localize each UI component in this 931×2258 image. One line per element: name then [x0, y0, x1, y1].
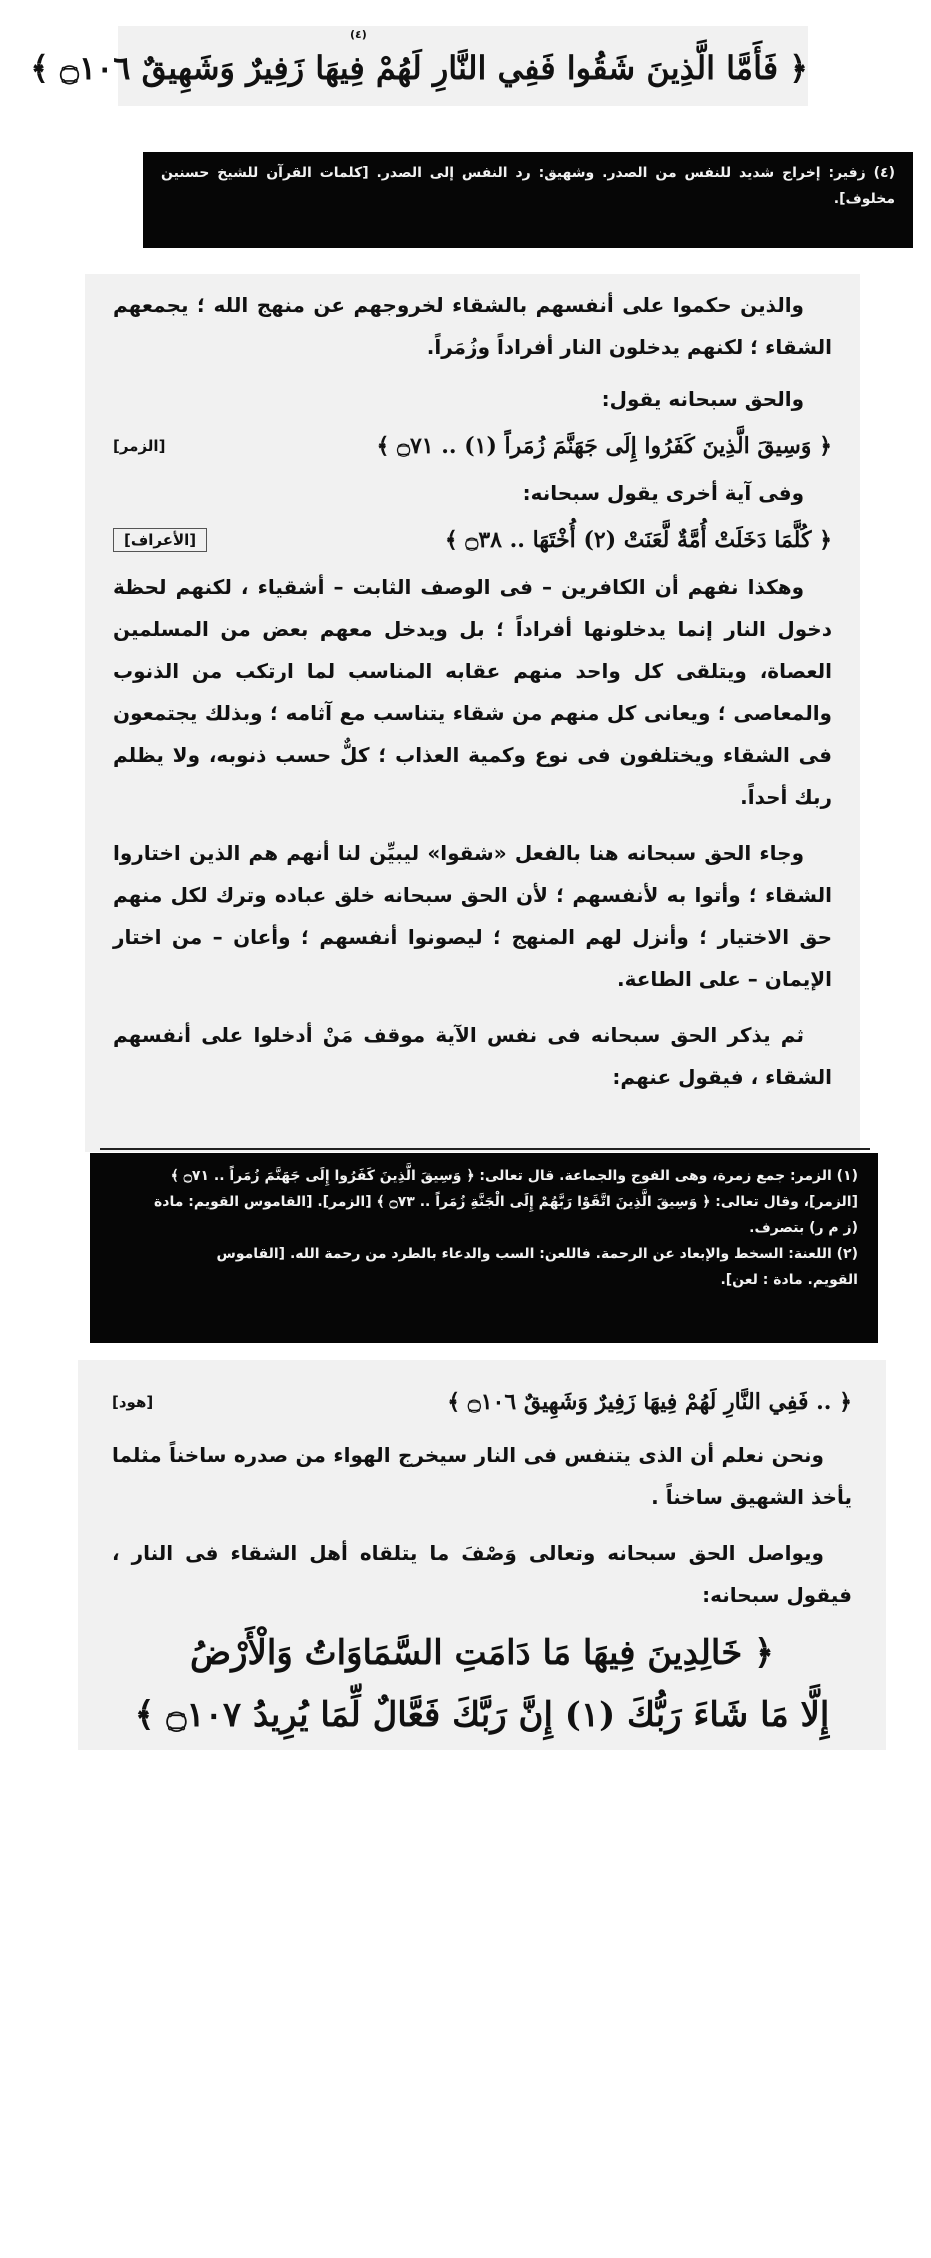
header-verse-panel: [30, 26, 808, 106]
paragraph-3: وفى آية أخرى يقول سبحانه:: [522, 481, 804, 505]
bottom-content-panel: [78, 1360, 886, 1750]
bottom-paragraph-1: ونحن نعلم أن الذى يتنفس فى النار سيخرج الهواء من صدره ساخناً مثلما يأخذ الشهيق ساخناً .: [112, 1443, 852, 1509]
verse-zumar: ﴿ وَسِيقَ الَّذِينَ كَفَرُوا إِلَى جَهَنَّمَ زُمَراً (١) .. ۝٧١ ﴾: [376, 433, 832, 459]
verse-hud-source: [هود]: [112, 1393, 154, 1411]
header-verse: ﴿ فَأَمَّا الَّذِينَ شَقُوا فَفِي النَّارِ لَهُمْ فِيهَا زَفِيرٌ وَشَهِيقٌ ۝١٠٦ ﴾: [30, 49, 808, 87]
verse-107-line-1: ﴿ خَالِدِينَ فِيهَا مَا دَامَتِ السَّمَاوَاتُ وَالْأَرْضُ: [190, 1633, 774, 1673]
verse-hud: ﴿ .. فَفِي النَّارِ لَهُمْ فِيهَا زَفِيرٌ وَشَهِيقٌ ۝١٠٦ ﴾: [447, 1389, 852, 1415]
footnote-1-line-1: (١) الزمر: جمع زمرة، وهى الفوج والجماعة. قال تعالى: ﴿ وَسِيقَ الَّذِينَ كَفَرُوا إِلَى جَهَنَّمَ زُمَراً .. ۝٧١ ﴾: [170, 1168, 858, 1184]
header-footnote-marker: (٤): [350, 28, 367, 41]
top-footnote-text: (٤) زفير: إخراج شديد للنفس من الصدر. وشهيق: رد النفس إلى الصدر. [كلمات القرآن للشيخ حسنين مخلوف].: [161, 165, 895, 207]
bottom-paragraph-2: ويواصل الحق سبحانه وتعالى وَصْفَ ما يتلقاه أهل الشقاء فى النار ، فيقول سبحانه:: [112, 1541, 852, 1607]
main-content-panel: [85, 274, 860, 1152]
verse-araf-row: [113, 514, 832, 566]
paragraph-1: والذين حكموا على أنفسهم بالشقاء لخروجهم عن منهج الله ؛ يجمعهم الشقاء ؛ لكنهم يدخلون النار أفراداً وزُمَراً.: [113, 293, 832, 359]
verse-107-line-2: إِلَّا مَا شَاءَ رَبُّكَ (١) إِنَّ رَبَّكَ فَعَّالٌ لِّمَا يُرِيدُ ۝١٠٧ ﴾: [134, 1695, 830, 1735]
paragraph-6: ثم يذكر الحق سبحانه فى نفس الآية موقف مَنْ أدخلوا على أنفسهم الشقاء ، فيقول عنهم:: [113, 1023, 832, 1089]
paragraph-2: والحق سبحانه يقول:: [601, 387, 804, 411]
footnote-1-line-3: (ز م ر) بتصرف.: [749, 1220, 858, 1236]
top-footnote-panel: [143, 152, 913, 248]
footnote-1-line-2: [الزمر]، وقال تعالى: ﴿ وَسِيقَ الَّذِينَ اتَّقَوْا رَبَّهُمْ إِلَى الْجَنَّةِ زُمَراً .. ۝٧٣ ﴾ [الزمر]. [القاموس القويم: مادة: [154, 1194, 858, 1210]
footnote-2-line-1: (٢) اللعنة: السخط والإبعاد عن الرحمة. فاللعن: السب والدعاء بالطرد من رحمة الله. [القاموس: [216, 1246, 858, 1262]
paragraph-4: وهكذا نفهم أن الكافرين – فى الوصف الثابت – أشقياء ، لكنهم لحظة دخول النار إنما يدخلونها أفراداً ؛ بل ويدخل معهم بعض من المسلمين العصاة، ويتلقى كل واحد منهم عقابه المناسب لما ارتكب من الذنوب والمعاصى ؛ ويعانى كل منهم من شقاء يتناسب مع آثامه ؛ وبذلك يجتمعون فى الشقاء ويختلفون فى نوع وكمية العذاب ؛ كلٌّ حسب ذنوبه، ولا يظلم ربك أحداً.: [113, 575, 832, 809]
paragraph-5: وجاء الحق سبحانه هنا بالفعل «شقوا» ليبيِّن لنا أنهم هم الذين اختاروا الشقاء ؛ وأتوا به لأنفسهم ؛ لأن الحق سبحانه خلق عباده وترك لكل منهم حق الاختيار ؛ وأنزل لهم المنهج ؛ ليصونوا أنفسهم ؛ وأعان – من اختار الإيمان – على الطاعة.: [113, 841, 832, 991]
footnote-separator: [100, 1148, 870, 1150]
verse-zumar-row: [113, 420, 832, 472]
footnotes-panel: [90, 1153, 878, 1343]
verse-araf-source: [الأعراف]: [113, 528, 207, 552]
verse-araf: ﴿ كُلَّمَا دَخَلَتْ أُمَّةٌ لَّعَنَتْ (٢) أُخْتَهَا .. ۝٣٨ ﴾: [444, 527, 832, 553]
verse-zumar-source: [الزمر]: [113, 437, 166, 455]
footnote-2-line-2: القويم. مادة : لعن].: [720, 1272, 858, 1288]
verse-hud-row: [112, 1376, 852, 1428]
